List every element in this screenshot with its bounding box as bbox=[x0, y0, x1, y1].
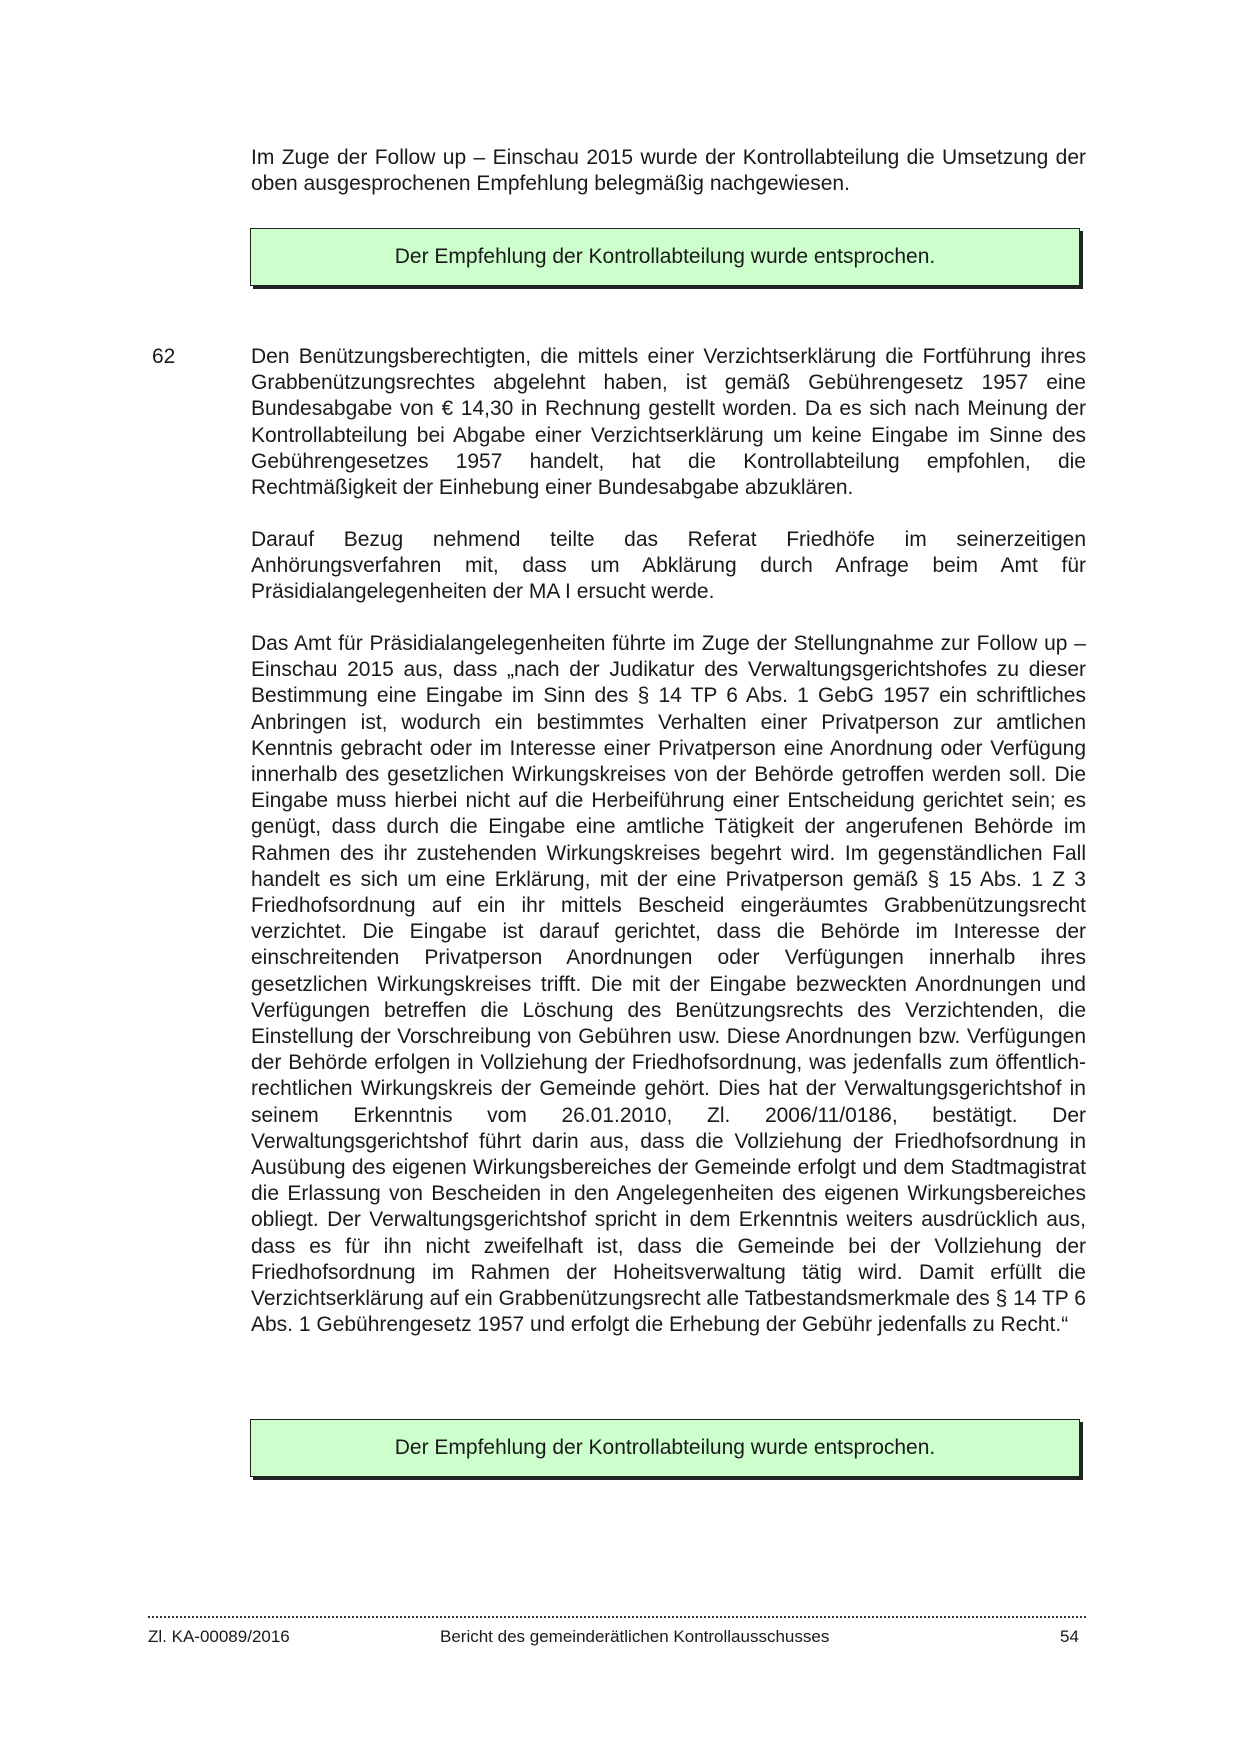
footer-reference: Zl. KA-00089/2016 bbox=[148, 1627, 290, 1646]
paragraph-number-62: 62 bbox=[152, 345, 176, 368]
footer-title: Bericht des gemeinderätlichen Kontrollausschusses bbox=[440, 1627, 830, 1646]
recommendation-box-1 bbox=[250, 228, 1080, 286]
intro-paragraph: Im Zuge der Follow up – Einschau 2015 wurde der Kontrollabteilung die Umsetzung der oben ausgesprochenen Empfehlung belegmäßig nachgewiesen. bbox=[251, 146, 1086, 196]
section-62-paragraph-2: Darauf Bezug nehmend teilte das Referat Friedhöfe im seinerzeitigen Anhörungsverfahren mit, dass um Abklärung durch Anfrage beim Amt für Präsidialangelegenheiten der MA I ersucht werde. bbox=[251, 528, 1086, 604]
recommendation-box-1-text: Der Empfehlung der Kontrollabteilung wurde entsprochen. bbox=[394, 245, 936, 268]
recommendation-box-2-text: Der Empfehlung der Kontrollabteilung wurde entsprochen. bbox=[394, 1436, 936, 1459]
page-number: 54 bbox=[1060, 1627, 1079, 1646]
section-62-paragraph-1: Den Benützungsberechtigten, die mittels einer Verzichtserklärung die Fortführung ihres Grabbenützungsrechtes abgelehnt haben, ist gemäß Gebührengesetz 1957 eine Bundesabgabe von € 14,30 in Rechnung gestellt worden. Da es sich nach Meinung der Kontrollabteilung bei Abgabe einer Verzichtserklärung um keine Eingabe im Sinne des Gebührengesetzes 1957 handelt, hat die Kontrollabteilung empfohlen, die Rechtmäßigkeit der Einhebung einer Bundesabgabe abzuklären. bbox=[251, 345, 1086, 500]
section-62-paragraph-3: Das Amt für Präsidialangelegenheiten führte im Zuge der Stellungnahme zur Follow up – Einschau 2015 aus, dass „nach der Judikatur des Verwaltungsgerichtshofes zu dieser Bestimmung eine Eingabe im Sinn des § 14 TP 6 Abs. 1 GebG 1957 ein schriftliches Anbringen ist, wodurch ein bestimmtes Verhalten einer Privatperson zur amtlichen Kenntnis gebracht oder im Interesse einer Privatperson eine Anordnung oder Verfügung innerhalb des gesetzlichen Wirkungskreises von der Behörde getroffen werden soll. Die Eingabe muss hierbei nicht auf die Herbeiführung einer Entscheidung gerichtet sein; es genügt, dass durch die Eingabe eine amtliche Tätigkeit der angerufenen Behörde im Rahmen des ihr zustehenden Wirkungskreises begehrt wird. Im gegenständlichen Fall handelt es sich um eine Erklärung, mit der eine Privatperson gemäß § 15 Abs. 1 Z 3 Friedhofsordnung auf ein ihr mittels Bescheid eingeräumtes Grabbenützungsrecht verzichtet. Die Eingabe ist darauf gerichtet, dass die Behörde im Interesse der einschreitenden Privatperson Anordnungen oder Verfügungen innerhalb ihres gesetzlichen Wirkungskreises trifft. Die mit der Eingabe bezweckten Anordnungen und Verfügungen betreffen die Löschung des Benützungsrechts des Verzichtenden, die Einstellung der Vorschreibung von Gebühren usw. Diese Anordnungen bzw. Verfügungen der Behörde erfolgen in Vollziehung der Friedhofsordnung, was jedenfalls zum öffentlich-rechtlichen Wirkungskreis der Gemeinde gehört. Dies hat der Verwaltungsgerichtshof in seinem Erkenntnis vom 26.01.2010, Zl. 2006/11/0186, bestätigt. Der Verwaltungsgerichtshof führt darin aus, dass die Vollziehung der Friedhofsordnung in Ausübung des eigenen Wirkungsbereiches der Gemeinde erfolgt und dem Stadtmagistrat die Erlassung von Bescheiden in den Angelegenheiten des eigenen Wirkungsbereiches obliegt. Der Verwaltungsgerichtshof spricht in dem Erkenntnis weiters ausdrücklich aus, dass es für ihn nicht zweifelhaft ist, dass die Gemeinde bei der Vollziehung der Friedhofsordnung im Rahmen der Hoheitsverwaltung tätig wird. Damit erfüllt die Verzichtserklärung auf ein Grabbenützungsrecht alle Tatbestandsmerkmale des § 14 TP 6 Abs. 1 Gebührengesetz 1957 und erfolgt die Erhebung der Gebühr jedenfalls zu Recht.“ bbox=[251, 632, 1086, 1337]
recommendation-box-2 bbox=[250, 1419, 1080, 1477]
footer-divider bbox=[148, 1616, 1086, 1618]
